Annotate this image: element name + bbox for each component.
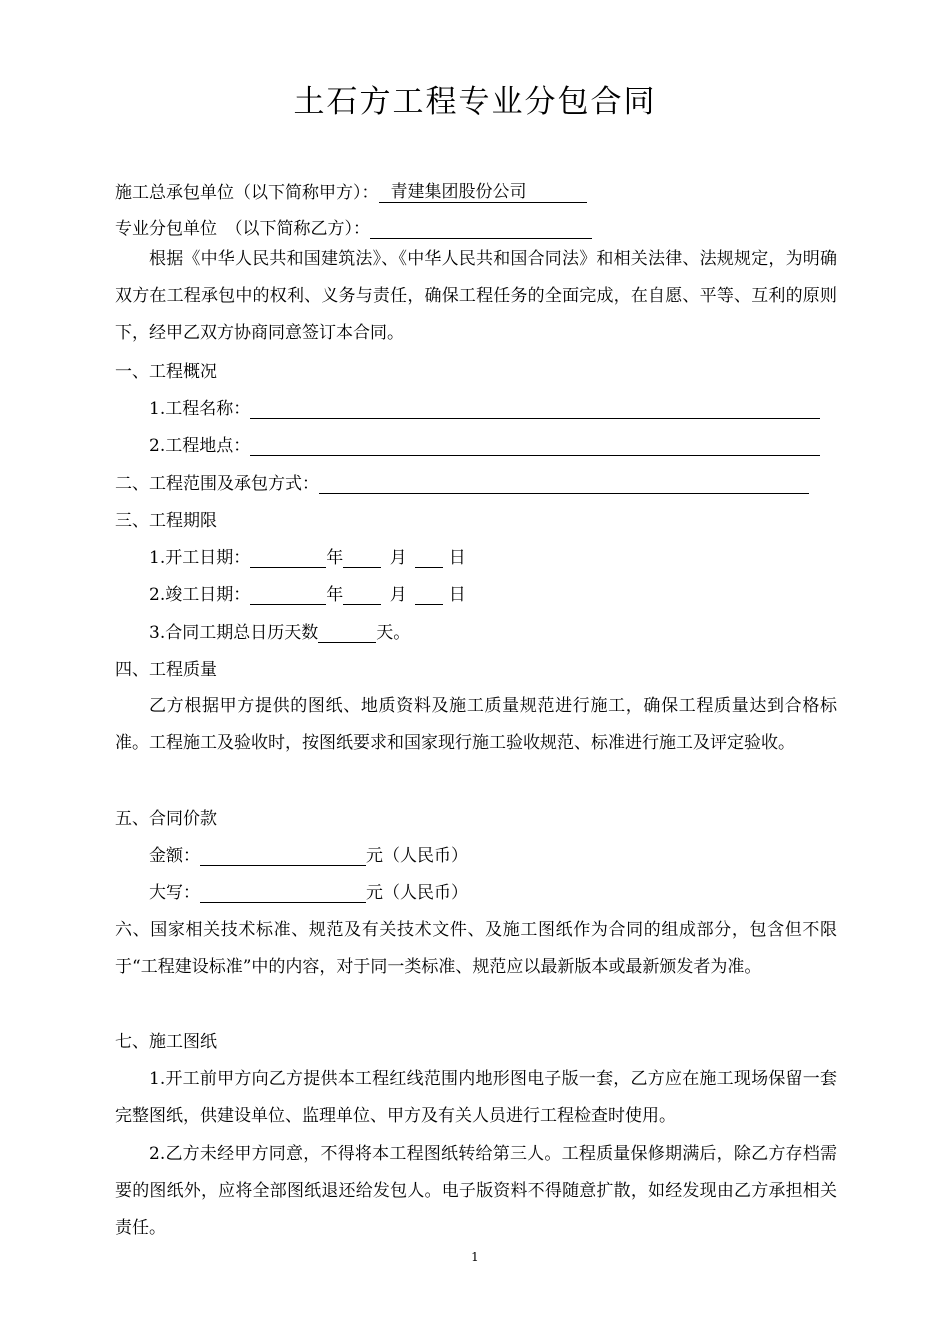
capital-amount-label: 大写：	[149, 883, 200, 903]
end-date-label: 2.竣工日期：	[149, 585, 251, 605]
end-day-label: 日	[448, 585, 466, 605]
duration-label: 3.合同工期总日历天数	[149, 623, 319, 643]
page-title: 土石方工程专业分包合同	[293, 84, 657, 120]
start-month-blank	[343, 549, 381, 568]
end-month-blank	[343, 586, 381, 605]
section-2-line	[115, 474, 809, 494]
party-a-line	[115, 182, 587, 203]
end-month-label: 月	[389, 585, 407, 605]
section-7-heading: 七、施工图纸	[115, 1032, 217, 1052]
project-name-line	[149, 399, 820, 419]
amount-unit: 元（人民币）	[366, 846, 468, 866]
end-year-blank	[250, 586, 326, 605]
amount-label: 金额：	[149, 846, 200, 866]
scope-blank	[319, 475, 809, 494]
start-day-blank	[415, 549, 443, 568]
duration-blank	[318, 624, 376, 643]
quality-paragraph: 乙方根据甲方提供的图纸、地质资料及施工质量规范进行施工，确保工程质量达到合格标准。工程施工及验收时，按图纸要求和国家现行施工验收规范、标准进行施工及评定验收。	[115, 696, 837, 753]
start-year-blank	[250, 549, 326, 568]
end-day-blank	[415, 586, 443, 605]
duration-unit: 天。	[376, 623, 411, 643]
amount-line	[149, 846, 468, 866]
duration-line	[149, 623, 410, 643]
start-month-label: 月	[389, 548, 407, 568]
project-location-blank	[250, 437, 820, 456]
end-year-label: 年	[326, 585, 344, 605]
amount-blank	[200, 847, 366, 866]
preamble-paragraph: 根据《中华人民共和国建筑法》、《中华人民共和国合同法》和相关法律、法规规定，为明确双方在工程承包中的权利、义务与责任，确保工程任务的全面完成，在自愿、平等、互利的原则下，经甲乙双方协商同意签订本合同。	[115, 249, 837, 343]
section-1-heading: 一、工程概况	[115, 362, 217, 382]
end-date-line	[149, 585, 471, 605]
project-location-label: 2.工程地点：	[149, 436, 251, 456]
section-5-heading: 五、合同价款	[115, 809, 217, 829]
party-a-value: 青建集团股份公司	[379, 182, 587, 203]
party-b-blank	[370, 220, 592, 239]
party-b-line	[115, 219, 592, 239]
start-date-label: 1.开工日期：	[149, 548, 251, 568]
drawings-item-2: 2.乙方未经甲方同意，不得将本工程图纸转给第三人。工程质量保修期满后，除乙方存档需要的图纸外，应将全部图纸退还给发包人。电子版资料不得随意扩散，如经发现由乙方承担相关责任。	[115, 1144, 837, 1238]
section-3-heading: 三、工程期限	[115, 511, 217, 531]
start-year-label: 年	[326, 548, 344, 568]
start-day-label: 日	[448, 548, 466, 568]
section-4-heading: 四、工程质量	[115, 660, 217, 680]
capital-amount-blank	[200, 884, 366, 903]
page-number: 1	[471, 1250, 479, 1264]
drawings-item-1: 1.开工前甲方向乙方提供本工程红线范围内地形图电子版一套，乙方应在施工现场保留一套完整图纸，供建设单位、监理单位、甲方及有关人员进行工程检查时使用。	[115, 1069, 837, 1126]
capital-amount-unit: 元（人民币）	[366, 883, 468, 903]
capital-amount-line	[149, 883, 468, 903]
party-a-label: 施工总承包单位（以下简称甲方）：	[115, 183, 379, 203]
project-location-line	[149, 436, 820, 456]
party-b-label: 专业分包单位 （以下简称乙方）：	[115, 219, 370, 239]
section-2-heading: 二、工程范围及承包方式：	[115, 474, 319, 494]
project-name-blank	[250, 400, 820, 419]
project-name-label: 1.工程名称：	[149, 399, 251, 419]
start-date-line	[149, 548, 471, 568]
section-6-paragraph: 六、国家相关技术标准、规范及有关技术文件、及施工图纸作为合同的组成部分，包含但不限于“工程建设标准”中的内容，对于同一类标准、规范应以最新版本或最新颁发者为准。	[115, 920, 837, 977]
